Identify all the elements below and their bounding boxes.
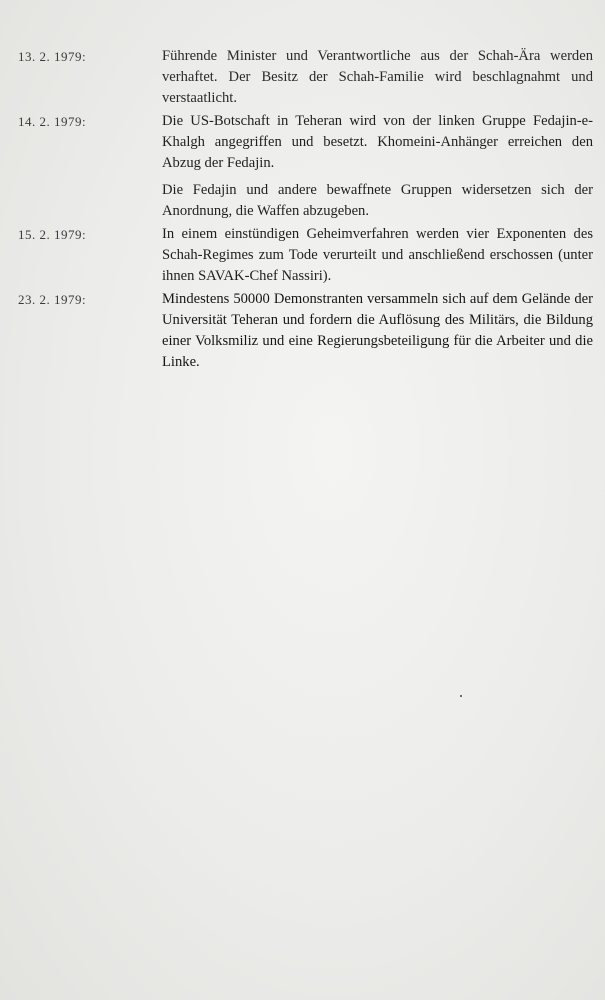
chronology-entry <box>18 224 593 287</box>
entry-body <box>162 111 593 222</box>
chronology-entry <box>18 46 593 109</box>
entry-paragraph: Die US-Botschaft in Teheran wird von der linken Gruppe Fedajin-e-Khalgh angegriffen und besetzt. Khomeini-Anhänger erreichen den Abzug der Fedajin. <box>162 113 593 171</box>
entry-paragraph: Führende Minister und Verantwortliche aus der Schah-Ära werden verhaftet. Der Besitz der Schah-Familie wird beschlagnahmt und verstaatlicht. <box>162 48 593 106</box>
chronology-list <box>18 46 593 375</box>
entry-date: 15. 2. 1979: <box>18 227 87 242</box>
entry-paragraph: Mindestens 50000 Demonstranten versammeln sich auf dem Gelände der Universität Teheran und fordern die Auflösung des Militärs, die Bildung einer Volksmiliz und eine Regierungsbeteiligung für die Arbeiter und die Linke. <box>162 291 593 370</box>
chronology-entry <box>18 111 593 222</box>
entry-paragraph: Die Fedajin und andere bewaffnete Gruppen widersetzen sich der Anordnung, die Waffen abzugeben. <box>162 182 593 219</box>
entry-body <box>162 46 593 109</box>
entry-paragraph: In einem einstündigen Geheimverfahren werden vier Exponenten des Schah-Regimes zum Tode verurteilt und anschließend erschossen (unter ihnen SAVAK-Chef Nassiri). <box>162 226 593 284</box>
paper-speck <box>460 695 462 697</box>
entry-body <box>162 289 593 373</box>
entry-date: 13. 2. 1979: <box>18 49 87 64</box>
entry-body <box>162 224 593 287</box>
entry-date: 23. 2. 1979: <box>18 292 87 307</box>
chronology-entry <box>18 289 593 373</box>
entry-date: 14. 2. 1979: <box>18 114 87 129</box>
